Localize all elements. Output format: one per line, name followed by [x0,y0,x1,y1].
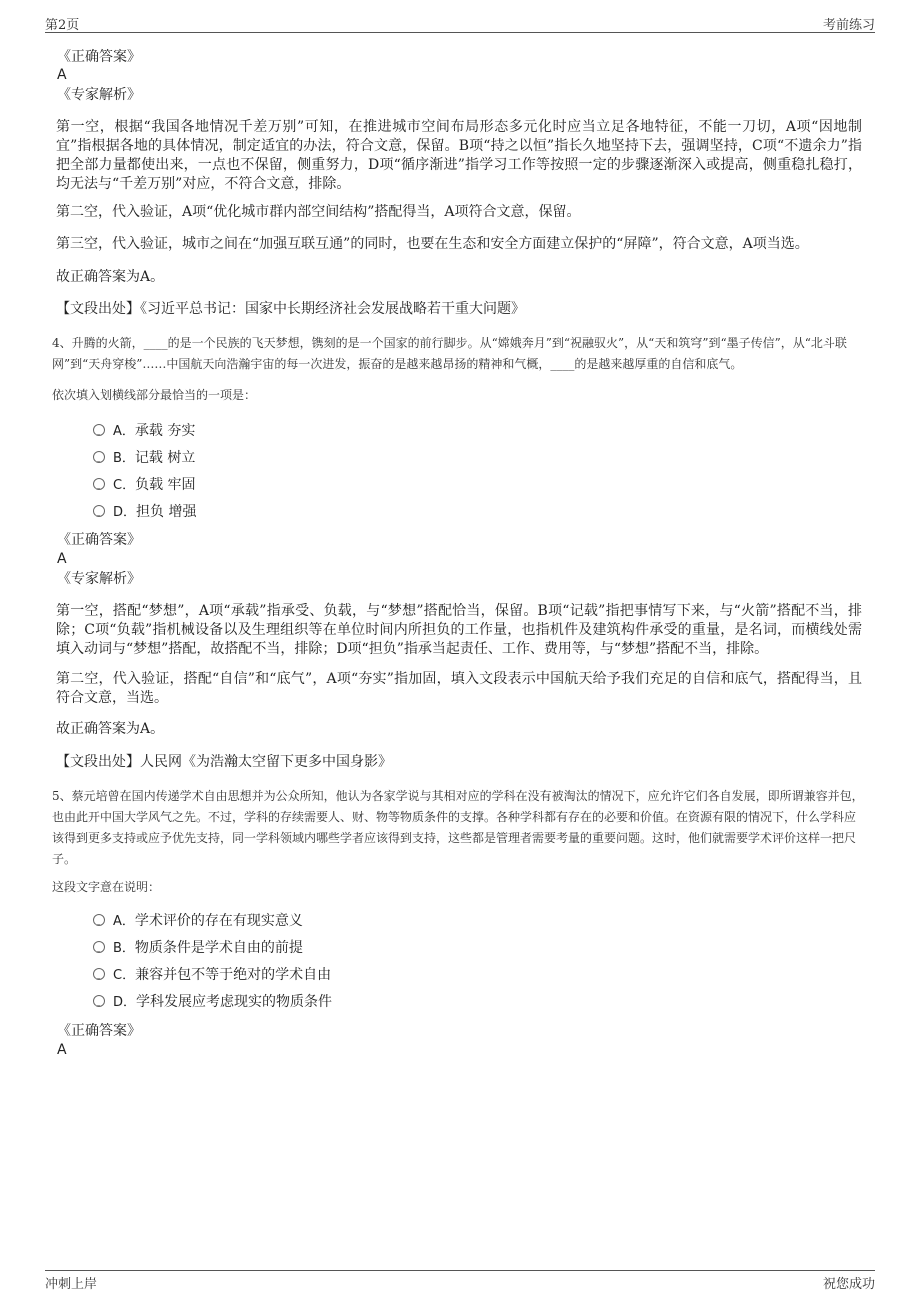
q5-option-a[interactable]: A．学术评价的存在有现实意义 [93,912,303,931]
radio-icon[interactable] [93,968,105,980]
q4-answer-label: 《正确答案》 [57,532,141,548]
q5-option-b[interactable]: B．物质条件是学术自由的前提 [93,939,303,958]
q3-conclusion: 故正确答案为A。 [56,269,165,285]
q3-answer-label: 《正确答案》 [57,49,141,65]
page-footer [45,1270,875,1292]
q5-option-d[interactable]: D．学科发展应考虑现实的物质条件 [93,993,332,1012]
radio-icon[interactable] [93,424,105,436]
radio-icon[interactable] [93,941,105,953]
q3-analysis-para-3: 第三空，代入验证，城市之间在“加强互联互通”的同时，也要在生态和安全方面建立保护的“屏障”，符合文意，A项当选。 [56,236,809,252]
radio-icon[interactable] [93,451,105,463]
q4-source: 【文段出处】人民网《为浩瀚太空留下更多中国身影》 [56,754,392,770]
page-number: 第2页 [45,18,80,33]
header-title: 考前练习 [822,18,875,33]
q3-analysis-label: 《专家解析》 [57,87,141,103]
q4-option-a[interactable]: A．承载 夯实 [93,422,195,441]
q3-analysis-para-2: 第二空，代入验证，A项“优化城市群内部空间结构”搭配得当，A项符合文意，保留。 [56,204,581,220]
q5-answer-label: 《正确答案》 [57,1023,141,1039]
q4-analysis-para-1: 第一空，搭配“梦想”，A项“承载”指承受、负载，与“梦想”搭配恰当，保留。B项“记载”指把事情写下来，与“火箭”搭配不当，排除；C项“负载”指机械设备以及生理组织等在单位时间内所担负的工作量，也指机件及建筑构件承受的重量，是名词，而横线处需填入动词与“梦想”搭配，故搭配不当，排除；D项“担负”指承当起责任、工作、费用等，与“梦想”搭配不当，排除。 [56,603,862,657]
q3-answer: A [57,67,67,83]
radio-icon[interactable] [93,995,105,1007]
q4-prompt: 依次填入划横线部分最恰当的一项是： [52,388,257,402]
q5-option-c[interactable]: C．兼容并包不等于绝对的学术自由 [93,966,331,985]
footer-left-text: 冲刺上岸 [45,1277,98,1292]
q4-analysis-label: 《专家解析》 [57,571,141,587]
q4-option-c[interactable]: C．负载 牢固 [93,476,196,495]
q4-analysis-para-2: 第二空，代入验证，搭配“自信”和“底气”，A项“夯实”指加固，填入文段表示中国航天给予我们充足的自信和底气，搭配得当，且符合文意，当选。 [56,671,862,706]
radio-icon[interactable] [93,505,105,517]
footer-right-text: 祝您成功 [822,1277,875,1292]
q4-option-d[interactable]: D．担负 增强 [93,503,196,522]
q3-analysis-para-1: 第一空，根据“我国各地情况千差万别”可知，在推进城市空间布局形态多元化时应当立足各地特征，不能一刀切，A项“因地制宜”指根据各地的具体情况，制定适宜的办法，符合文意，保留。B项“持之以恒”指长久地坚持下去，强调坚持，C项“不遗余力”指把全部力量都使出来，一点也不保留，侧重努力，D项“循序渐进”指学习工作等按照一定的步骤逐渐深入或提高，侧重稳扎稳打，均无法与“千差万别”对应，不符合文意，排除。 [56,119,862,192]
radio-icon[interactable] [93,914,105,926]
q4-option-b[interactable]: B．记载 树立 [93,449,195,468]
page-header [45,14,875,33]
q5-prompt: 这段文字意在说明： [52,880,161,894]
q4-answer: A [57,551,67,567]
q3-source: 【文段出处】《习近平总书记：国家中长期经济社会发展战略若干重大问题》 [56,301,525,317]
q4-conclusion: 故正确答案为A。 [56,721,165,737]
q5-stem: 5、蔡元培曾在国内传递学术自由思想并为公众所知，他认为各家学说与其相对应的学科在没有被淘汰的情况下，应允许它们各自发展，即所谓兼容并包，也由此开中国大学风气之先。不过，学科的存续需要人、财、物等物质条件的支撑。各种学科都有存在的必要和价值。在资源有限的情况下，什么学科应该得到更多支持或应予优先支持，同一学科领域内哪些学者应该得到支持，这些都是管理者需要考量的重要问题。这时，他们就需要学术评价这样一把尺子。 [52,789,864,866]
radio-icon[interactable] [93,478,105,490]
q4-stem: 4、升腾的火箭，____的是一个民族的飞天梦想，镌刻的是一个国家的前行脚步。从“嫦娥奔月”到“祝融驭火”，从“天和筑穹”到“墨子传信”，从“北斗联网”到“天舟穿梭”……中国航天向浩瀚宇宙的每一次进发，振奋的是越来越昂扬的精神和气概，____的是越来越厚重的自信和底气。 [52,336,847,371]
q5-answer: A [57,1042,67,1058]
